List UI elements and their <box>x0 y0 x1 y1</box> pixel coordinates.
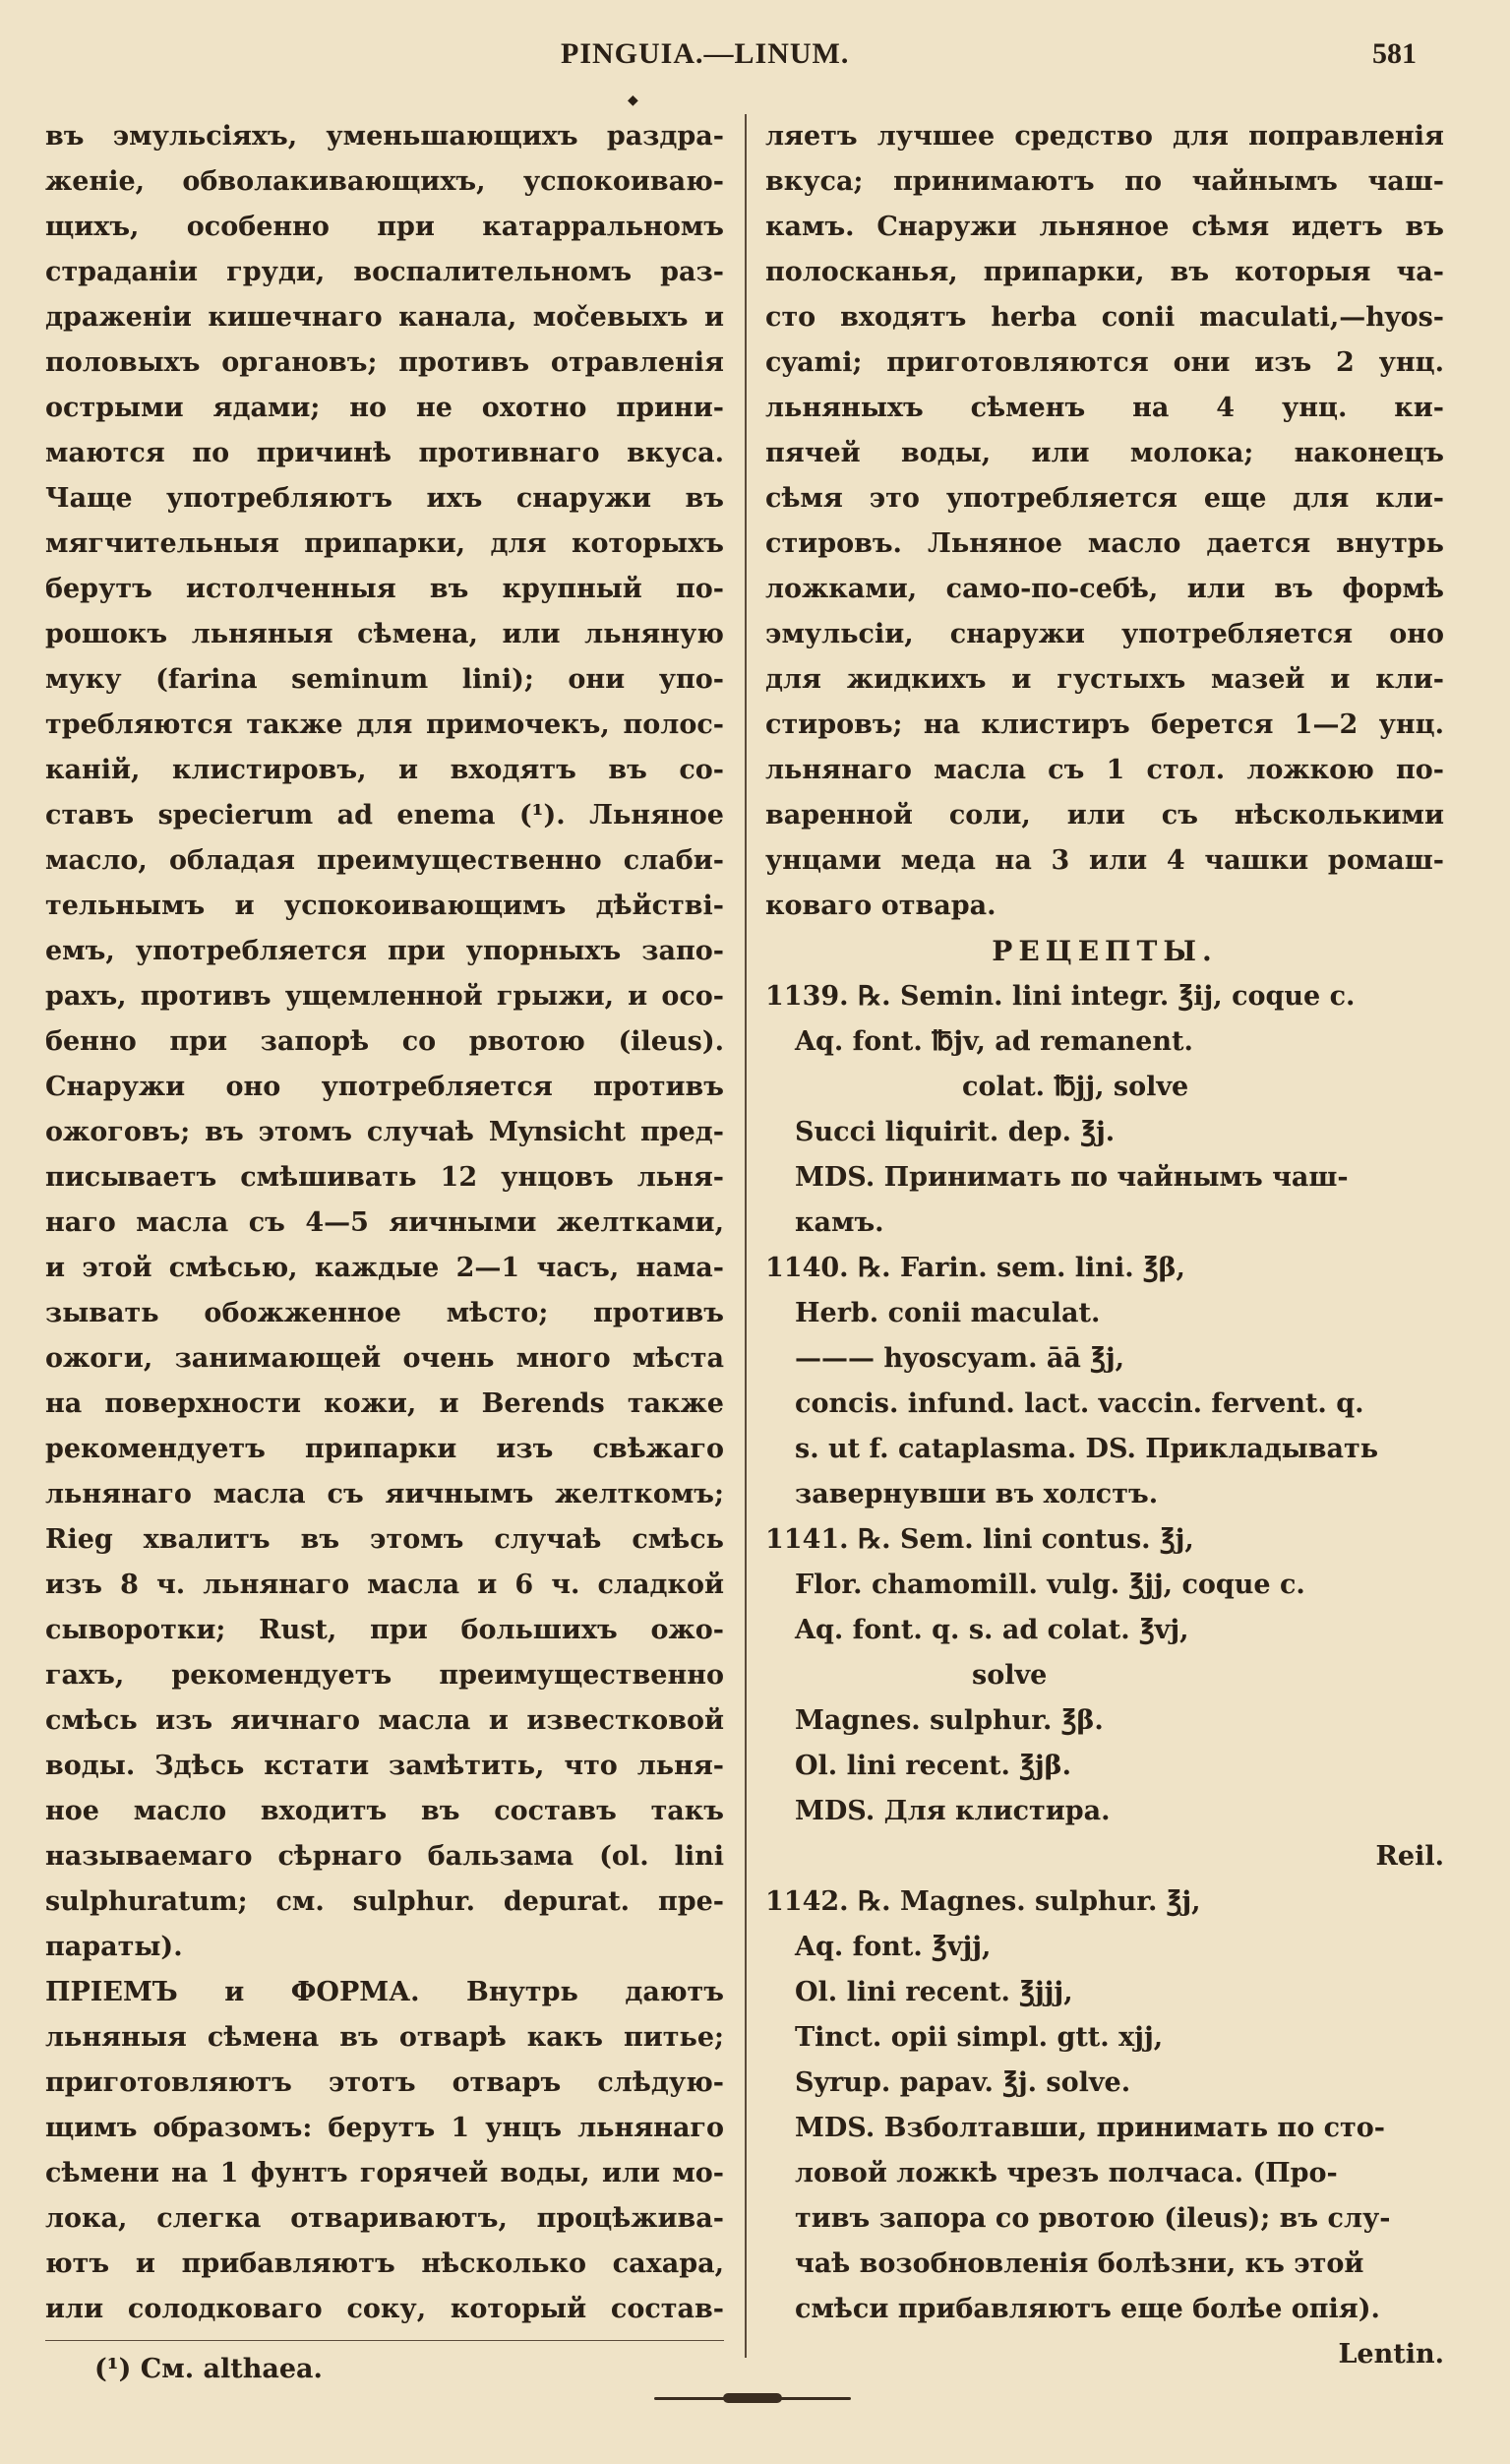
text-line: стировъ; на клистиръ берется 1—2 унц. <box>765 709 1444 740</box>
text-line: воды. Здѣсь кстати замѣтить, что льня- <box>45 1751 724 1781</box>
column-divider <box>745 114 747 2358</box>
recipe-line: Syrup. papav. ℥j. solve. <box>795 2067 1131 2098</box>
text-line: страданіи груди, воспалительномъ раз- <box>45 257 724 287</box>
footnote <box>45 2340 724 2392</box>
recipe-line: Aq. font. q. s. ad colat. ℥vj, <box>795 1615 1189 1645</box>
text-line: приготовляютъ этотъ отваръ слѣдую- <box>45 2067 724 2098</box>
text-line: sulphuratum; см. sulphur. depurat. пре- <box>45 1886 724 1917</box>
text-line: пячей воды, или молока; наконецъ <box>765 438 1444 468</box>
recipe-line: ловой ложкѣ чрезъ полчаса. (Про- <box>795 2158 1338 2188</box>
text-line: муку (farina seminum lini); они упо- <box>45 664 724 695</box>
recipe-line: MDS. Взболтавши, принимать по сто- <box>795 2113 1385 2143</box>
page-number: 581 <box>1372 37 1417 70</box>
text-line: камъ. Снаружи льняное сѣмя идетъ въ <box>765 212 1444 242</box>
text-line: ютъ и прибавляютъ нѣсколько сахара, <box>45 2248 724 2279</box>
recipe-line: Aq. font. ℥vjj, <box>795 1932 992 1962</box>
recipe-line: MDS. Для клистира. <box>795 1796 1111 1826</box>
text-line: полосканья, припарки, въ которыя ча- <box>765 257 1444 287</box>
right-column <box>765 114 1444 2377</box>
text-line: мягчительныя припарки, для которыхъ <box>45 528 724 559</box>
recipe-line: solve <box>972 1660 1048 1691</box>
text-line: и этой смѣсью, каждые 2—1 часъ, нама- <box>45 1253 724 1283</box>
recipe-line: Flor. chamomill. vulg. ℥jj, coque c. <box>795 1570 1305 1600</box>
recipe-line: Herb. conii maculat. <box>795 1298 1101 1328</box>
text-line: сѣмя это употребляется еще для кли- <box>765 483 1444 514</box>
recipe-line: colat. ℔jj, solve <box>962 1072 1189 1102</box>
text-line: варенной соли, или съ нѣсколькими <box>765 800 1444 831</box>
text-line: ожоги, занимающей очень много мѣста <box>45 1343 724 1374</box>
recipe-line: 1139. ℞. Semin. lini integr. ℥ij, coque c. <box>765 981 1356 1012</box>
recipe-line: завернувши въ холстъ. <box>795 1479 1159 1509</box>
recipe-line: 1140. ℞. Farin. sem. lini. ℥β, <box>765 1253 1185 1283</box>
text-line: изъ 8 ч. льнянаго масла и 6 ч. сладкой <box>45 1570 724 1600</box>
ornament-dot-icon: ◆ <box>628 92 638 108</box>
text-line: называемаго сѣрнаго бальзама (ol. lini <box>45 1841 724 1872</box>
text-line: параты). <box>45 1932 183 1962</box>
text-line: тельнымъ и успокоивающимъ дѣйствi- <box>45 891 724 921</box>
text-line: наго масла съ 4—5 яичными желтками, <box>45 1207 724 1238</box>
text-line: масло, обладая преимущественно слаби- <box>45 845 724 876</box>
recipe-line: 1141. ℞. Sem. lini contus. ℥j, <box>765 1524 1194 1555</box>
text-line: требляются также для примочекъ, полос- <box>45 709 724 740</box>
recipe-line: смѣси прибавляютъ еще болѣе опія). <box>795 2294 1380 2324</box>
text-line: ожоговъ; въ этомъ случаѣ Mynsicht пред- <box>45 1117 724 1147</box>
text-line: Rieg хвалитъ въ этомъ случаѣ смѣсь <box>45 1524 724 1555</box>
recipe-line: 1142. ℞. Magnes. sulphur. ℥j, <box>765 1886 1201 1917</box>
text-line: въ эмульсіяхъ, уменьшающихъ раздра- <box>45 121 724 152</box>
text-line: острыми ядами; но не охотно прини- <box>45 393 724 423</box>
text-line: или солодковаго соку, который состав- <box>45 2294 724 2324</box>
text-line: рекомендуетъ припарки изъ свѣжаго <box>45 1434 724 1464</box>
text-line: ляетъ лучшее средство для поправленія <box>765 121 1444 152</box>
text-line: смѣсь изъ яичнаго масла и известковой <box>45 1705 724 1736</box>
recipe-line: чаѣ возобновленія болѣзни, къ этой <box>795 2248 1364 2279</box>
recipe-line: Lentin. <box>1338 2339 1444 2370</box>
ornament-rule-icon <box>654 2393 851 2403</box>
text-line: щихъ, особенно при катарральномъ <box>45 212 724 242</box>
recipe-line: Succi liquirit. dep. ℥j. <box>795 1117 1116 1147</box>
text-line: женіе, обволакивающихъ, успокоиваю- <box>45 166 724 197</box>
text-line: стировъ. Льняное масло дается внутрь <box>765 528 1444 559</box>
recipes-heading: РЕЦЕПТЫ. <box>992 935 1218 967</box>
footnote-text: (¹) См. althaea. <box>94 2354 323 2384</box>
text-line: льняныя сѣмена въ отварѣ какъ питье; <box>45 2022 724 2053</box>
text-line: Снаружи оно употребляется противъ <box>45 1072 724 1102</box>
text-line: сѣмени на 1 фунтъ горячей воды, или мо- <box>45 2158 724 2188</box>
recipe-line: MDS. Принимать по чайнымъ чаш- <box>795 1162 1349 1193</box>
text-line: сыворотки; Rust, при большихъ ожо- <box>45 1615 724 1645</box>
text-line: писываетъ смѣшивать 12 унцовъ льня- <box>45 1162 724 1193</box>
text-line: ложками, само-по-себѣ, или въ формѣ <box>765 574 1444 604</box>
text-line: Чаще употребляютъ ихъ снаружи въ <box>45 483 724 514</box>
left-column <box>45 114 724 2332</box>
text-line: льнянаго масла съ 1 стол. ложкою по- <box>765 755 1444 785</box>
text-line: лока, слегка отвариваютъ, процѣживa- <box>45 2203 724 2234</box>
text-line: гахъ, рекомендуетъ преимущественно <box>45 1660 724 1691</box>
recipe-line: s. ut f. cataplasma. DS. Прикладывать <box>795 1434 1379 1464</box>
running-title: PINGUIA.—LINUM. <box>561 37 850 70</box>
recipe-line: concis. infund. lact. vaccin. fervent. q. <box>795 1388 1364 1419</box>
recipe-line: Magnes. sulphur. ℥β. <box>795 1705 1104 1736</box>
text-line: на поверхности кожи, и Berends также <box>45 1388 724 1419</box>
text-line: льнянаго масла съ яичнымъ желткомъ; <box>45 1479 724 1509</box>
recipe-line: ——— hyoscyam. āā ℥j, <box>795 1343 1125 1374</box>
recipe-line: тивъ запора со рвотою (ileus); въ слу- <box>795 2203 1391 2234</box>
text-line: драженіи кишечнаго канала, моčевыхъ и <box>45 302 724 333</box>
text-line: щимъ образомъ: берутъ 1 унцъ льнянаго <box>45 2113 724 2143</box>
text-line: эмульсіи, снаружи употребляется оно <box>765 619 1444 649</box>
running-head <box>0 37 1510 77</box>
recipe-line: Reil. <box>1375 1841 1444 1872</box>
text-line: для жидкихъ и густыхъ мазей и кли- <box>765 664 1444 695</box>
text-line: емъ, употребляется при упорныхъ запо- <box>45 936 724 966</box>
text-line: ное масло входитъ въ составъ такъ <box>45 1796 724 1826</box>
text-line: берутъ истолченныя въ крупный по- <box>45 574 724 604</box>
recipe-line: Tinct. opii simpl. gtt. xjj, <box>795 2022 1164 2053</box>
text-line: сто входятъ herba conii maculati,—hyos- <box>765 302 1444 333</box>
text-line: cyami; приготовляются они изъ 2 унц. <box>765 347 1444 378</box>
text-line: каній, клистировъ, и входятъ въ со- <box>45 755 724 785</box>
text-line: коваго отвара. <box>765 891 997 921</box>
recipe-line: Ol. lini recent. ℥jβ. <box>795 1751 1071 1781</box>
text-line: унцами меда на 3 или 4 чашки ромаш- <box>765 845 1444 876</box>
text-line: рахъ, противъ ущемленной грыжи, и осо- <box>45 981 724 1012</box>
text-line: маются по причинѣ противнаго вкуса. <box>45 438 724 468</box>
text-line: бенно при запорѣ со рвотою (ileus). <box>45 1026 724 1057</box>
recipe-line: Ol. lini recent. ℥jjj, <box>795 1977 1073 2007</box>
text-line: ставъ specierum ad enema (¹). Льняное <box>45 800 724 831</box>
recipe-line: камъ. <box>795 1207 884 1238</box>
recipe-line: Aq. font. ℔jv, ad remanent. <box>795 1026 1193 1057</box>
text-line: ПРІЕМЪ и ФОРМА. Внутрь даютъ <box>45 1977 724 2007</box>
text-line: льняныхъ сѣменъ на 4 унц. ки- <box>765 393 1444 423</box>
text-line: вкуса; принимаютъ по чайнымъ чаш- <box>765 166 1444 197</box>
text-line: рошокъ льняныя сѣмена, или льняную <box>45 619 724 649</box>
text-line: половыхъ органовъ; противъ отравленія <box>45 347 724 378</box>
text-line: зывать обожженное мѣсто; противъ <box>45 1298 724 1328</box>
